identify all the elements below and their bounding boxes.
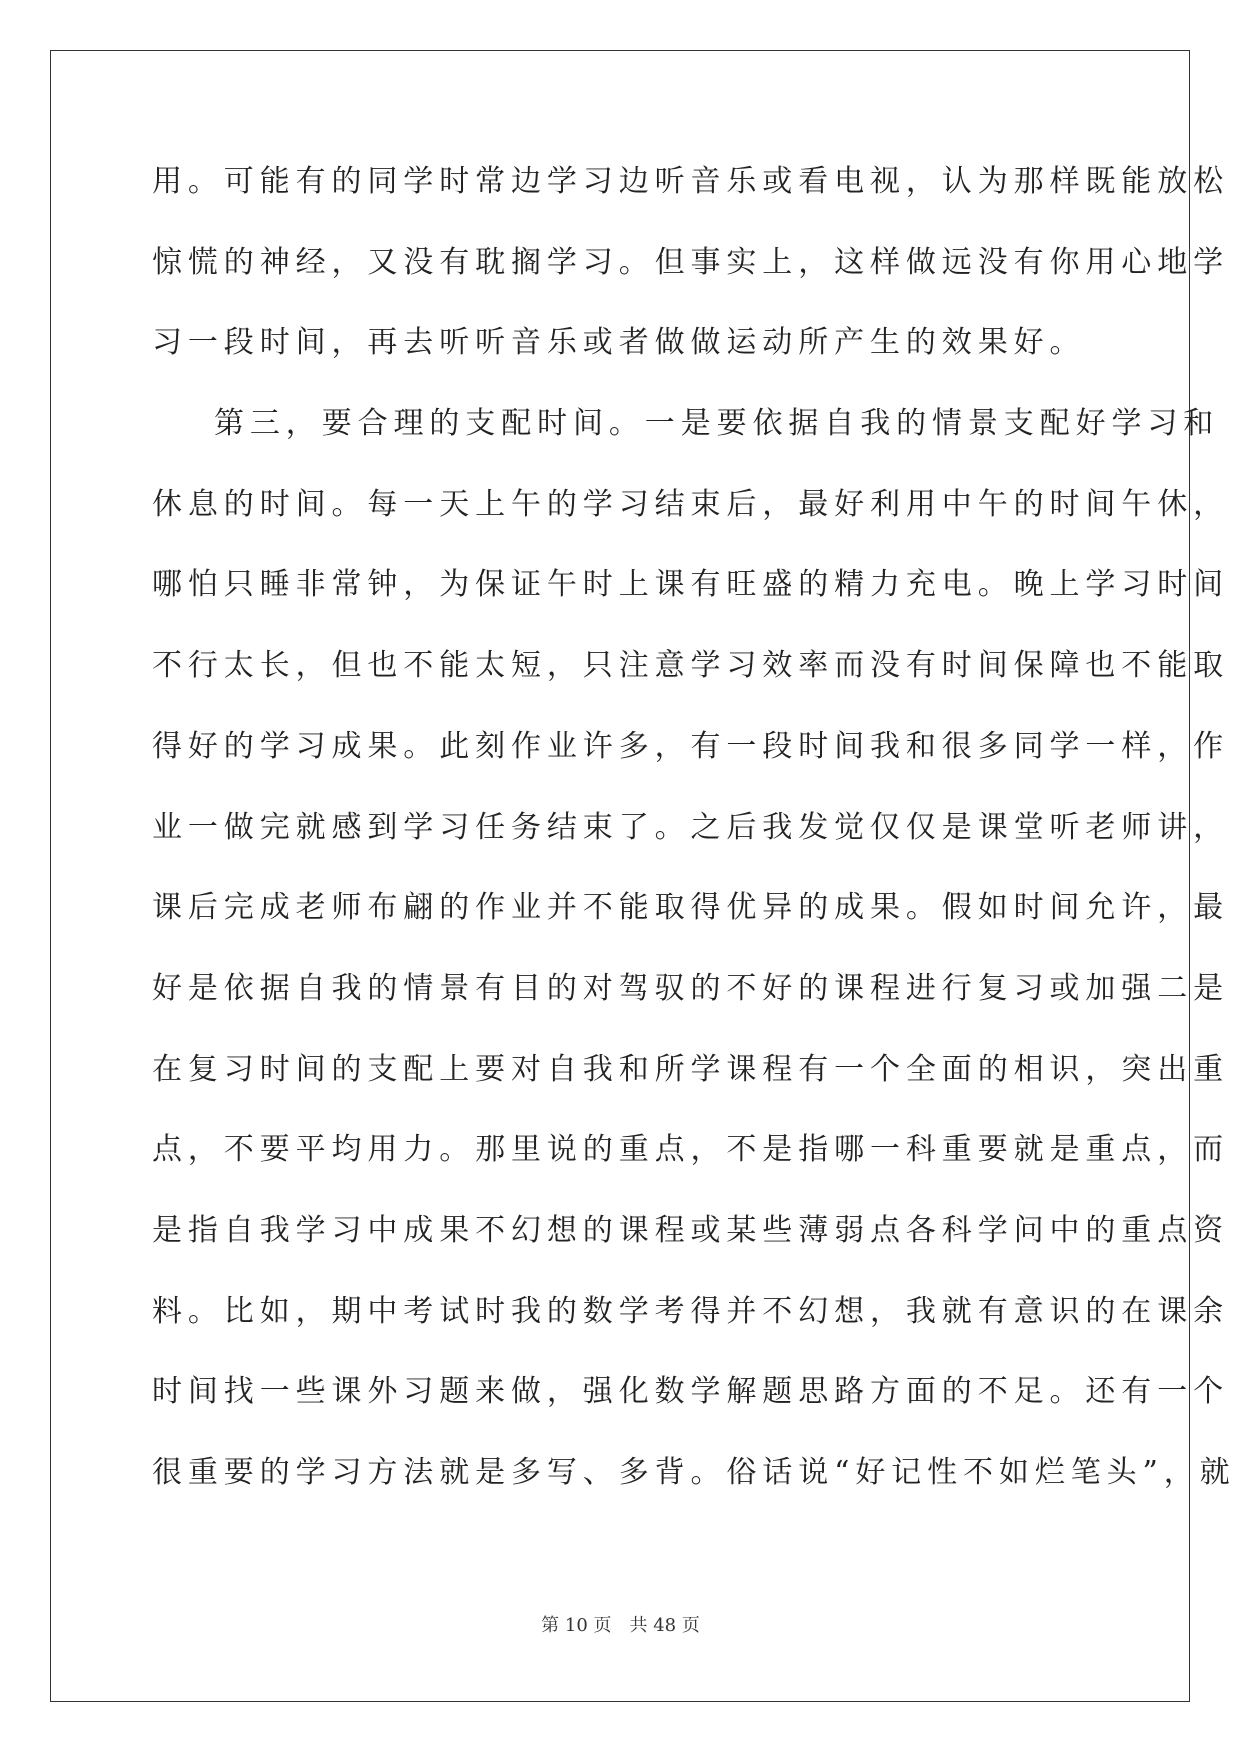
text-line: 课后完成老师布翩的作业并不能取得优异的成果。假如时间允许，最	[152, 890, 1229, 926]
text-line: 是指自我学习中成果不幻想的课程或某些薄弱点各科学问中的重点资	[152, 1212, 1229, 1248]
text-line: 习一段时间，再去听听音乐或者做做运动所产生的效果好。	[152, 325, 1086, 361]
text-line: 得好的学习成果。此刻作业许多，有一段时间我和很多同学一样，作	[152, 728, 1229, 764]
text-line: 时间找一些课外习题来做，强化数学解题思路方面的不足。还有一个	[152, 1374, 1229, 1410]
text-line: 业一做完就感到学习任务结束了。之后我发觉仅仅是课堂听老师讲，	[152, 809, 1229, 845]
text-line: 很重要的学习方法就是多写、多背。俗话说“好记性不如烂笔头”，就	[152, 1455, 1236, 1490]
text-line: 第三，要合理的支配时间。一是要依据自我的情景支配好学习和	[214, 406, 1220, 442]
text-line: 休息的时间。每一天上午的学习结束后，最好利用中午的时间午休，	[152, 486, 1229, 522]
page-number-footer	[0, 1614, 1241, 1638]
text-line: 惊慌的神经，又没有耽搁学习。但事实上，这样做远没有你用心地学	[152, 244, 1229, 280]
text-line: 不行太长，但也不能太短，只注意学习效率而没有时间保障也不能取	[152, 648, 1229, 684]
text-line: 用。可能有的同学时常边学习边听音乐或看电视，认为那样既能放松	[152, 164, 1229, 199]
document-body	[152, 162, 1236, 1534]
text-line: 好是依据自我的情景有目的对驾驭的不好的课程进行复习或加强二是	[152, 970, 1229, 1006]
text-line: 点，不要平均用力。那里说的重点，不是指哪一科重要就是重点，而	[152, 1132, 1229, 1168]
text-line: 在复习时间的支配上要对自我和所学课程有一个全面的相识，突出重	[152, 1051, 1229, 1087]
text-line: 料。比如，期中考试时我的数学考得并不幻想，我就有意识的在课余	[152, 1293, 1229, 1329]
text-line: 哪怕只睡非常钟，为保证午时上课有旺盛的精力充电。晚上学习时间	[152, 567, 1229, 603]
page-number-label: 第 10 页 共 48 页	[541, 1615, 700, 1636]
